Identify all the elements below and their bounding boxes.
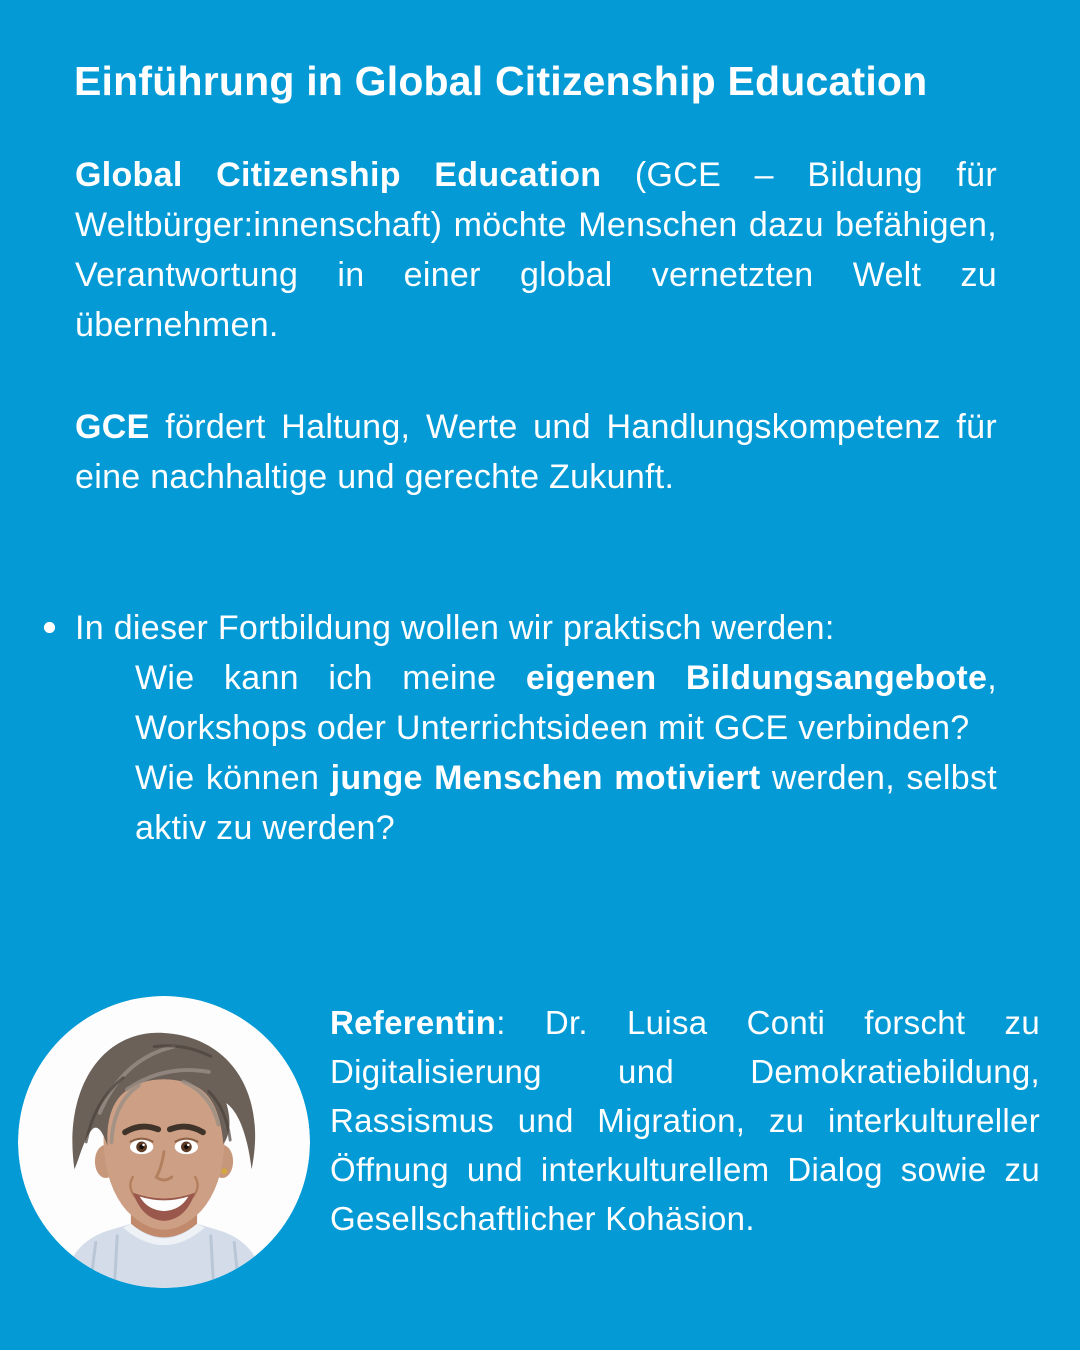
bullet-2-bold: junge Menschen motiviert [330,759,761,797]
speaker-photo [18,996,310,1288]
intro-paragraph-bold: Global Citizenship Education [75,156,602,194]
bullet-1-post: , Workshops oder Unterrichtsideen mit GCE verbinden? [135,659,997,747]
list-item [135,753,997,853]
page-title: Einführung in Global Citizenship Education [74,58,928,104]
bullet-1-bold: eigenen Bildungsangebote [525,659,988,697]
bullet-2-post: werden, selbst aktiv zu werden? [135,759,998,847]
portrait-illustration [18,996,310,1288]
bullet-1-pre: Wie kann ich meine [135,659,526,697]
intro-paragraph [75,150,997,350]
referentin-label: Referentin [330,1004,497,1041]
fortbildung-lead: In dieser Fortbildung wollen wir praktisch werden: [75,609,835,647]
gce-paragraph [75,402,997,502]
referentin-paragraph [330,998,1040,1243]
fortbildung-list [75,653,997,853]
referentin-text: : Dr. Luisa Conti forscht zu Digitalisierung und Demokratiebildung, Rassismus und Migration, zu interkultureller Öffnung und interkulturellem Dialog sowie zu Gesellschaftlicher Kohäsion. [330,1004,1040,1237]
bullet-2-pre: Wie können [135,759,331,797]
fortbildung-section [75,603,997,853]
gce-paragraph-bold: GCE [75,408,150,446]
intro-paragraph-text: (GCE – Bildung für Weltbürger:innenschaft) möchte Menschen dazu befähigen, Verantwortung in einer global vernetzten Welt zu übernehmen. [75,156,997,344]
gce-paragraph-text: fördert Haltung, Werte und Handlungskompetenz für eine nachhaltige und gerechte Zukunft. [75,408,997,496]
list-item [135,653,997,753]
